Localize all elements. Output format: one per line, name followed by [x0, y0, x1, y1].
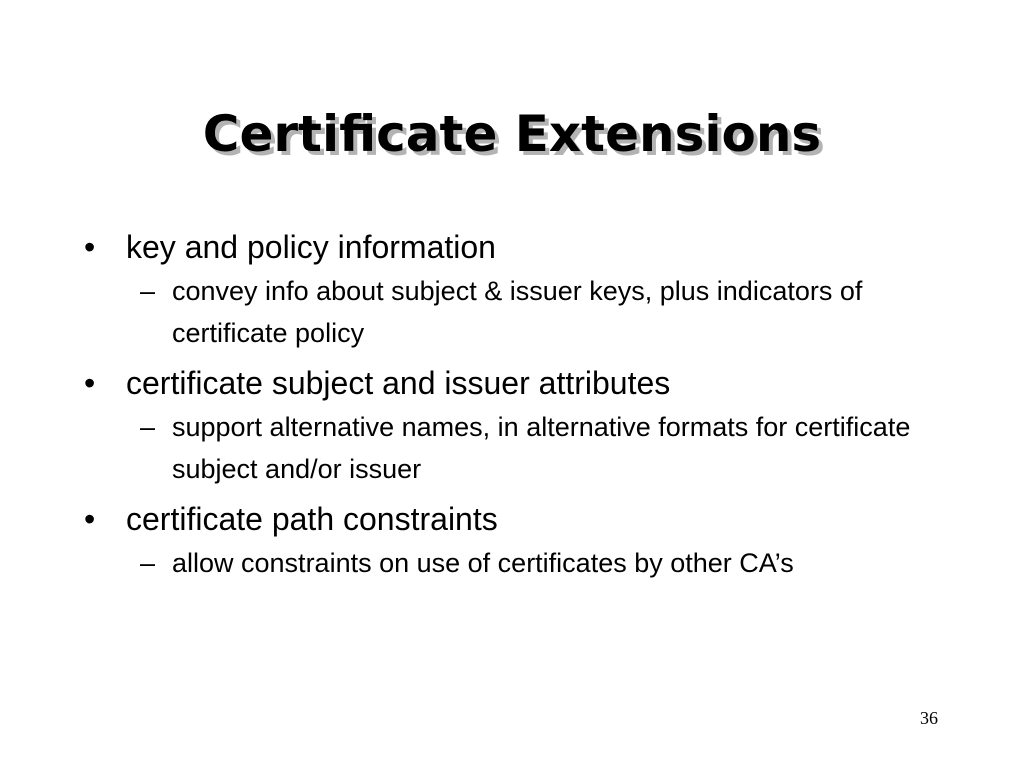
bullet-text: certificate path constraints [126, 501, 498, 537]
bullet-list [84, 226, 944, 592]
sub-bullet-text: convey info about subject & issuer keys, plus indicators of certificate policy [172, 276, 863, 348]
sub-bullet-item-1 [140, 270, 944, 354]
bullet-item-1 [84, 226, 944, 268]
slide-title: Certificate Extensions [202, 105, 822, 163]
bullet-text: key and policy information [126, 229, 496, 265]
sub-bullet-item-2 [140, 406, 944, 490]
page-number: 36 [920, 708, 938, 728]
sub-bullet-item-3 [140, 542, 944, 584]
sub-bullet-marker: – [140, 412, 156, 442]
bullet-item-3 [84, 498, 944, 540]
sub-bullet-marker: – [140, 548, 156, 578]
bullet-marker: • [84, 229, 96, 265]
bullet-marker: • [84, 365, 96, 401]
sub-bullet-marker: – [140, 276, 156, 306]
bullet-marker: • [84, 501, 96, 537]
sub-bullet-text: support alternative names, in alternative formats for certificate subject and/or issuer [172, 412, 911, 484]
bullet-item-2 [84, 362, 944, 404]
bullet-text: certificate subject and issuer attributes [126, 365, 671, 401]
sub-bullet-text: allow constraints on use of certificates by other CA’s [172, 548, 794, 578]
